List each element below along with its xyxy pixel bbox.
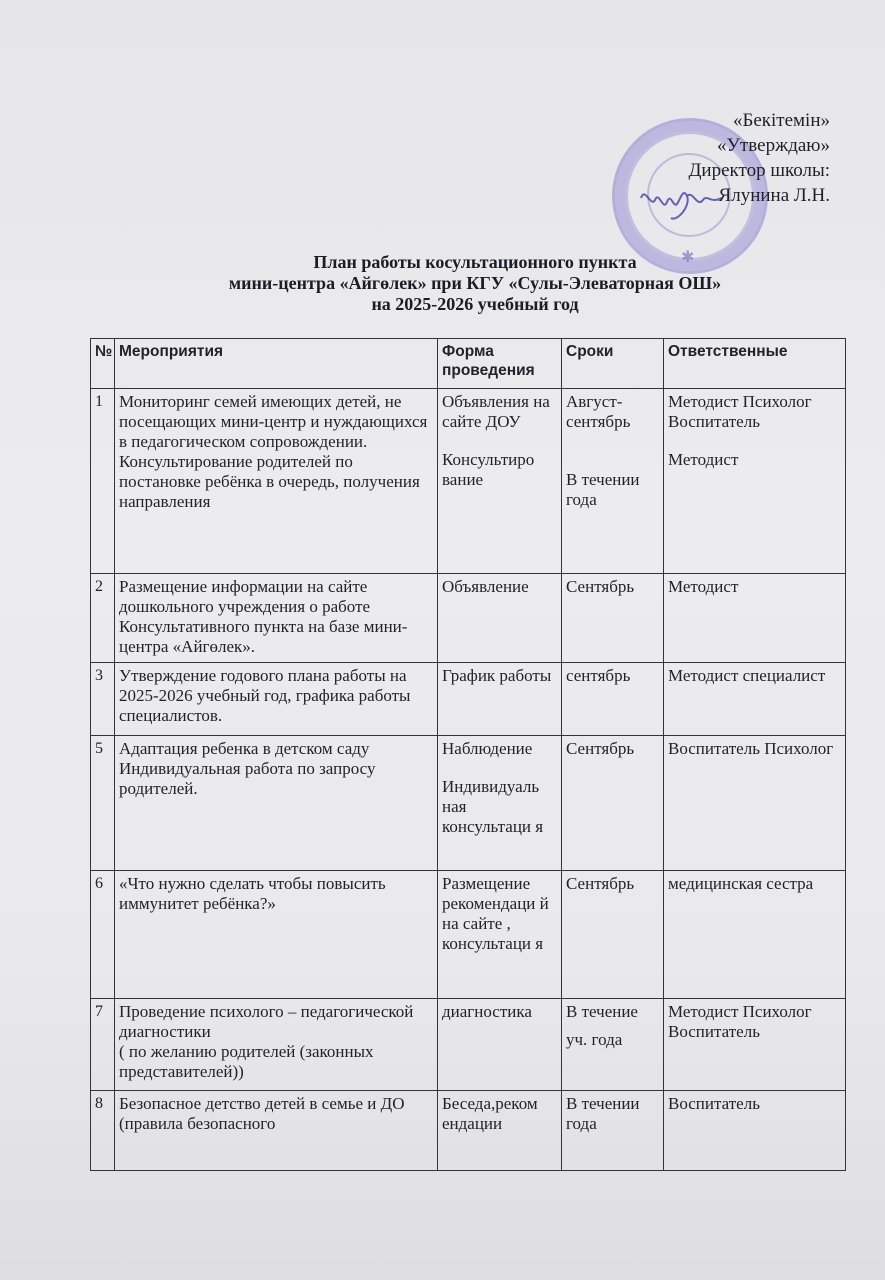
row-event: Размещение информации на сайте дошкольного учреждения о работе Консультативного пункта на базе мини-центра «Айгөлек». bbox=[115, 574, 438, 663]
row-num: 2 bbox=[91, 574, 115, 663]
title-line-2: мини-центра «Айгөлек» при КГУ «Сулы-Элеваторная ОШ» bbox=[228, 273, 722, 293]
row-responsible: Воспитатель Психолог bbox=[664, 736, 846, 871]
row-event: Безопасное детство детей в семье и ДО (правила безопасного bbox=[115, 1091, 438, 1171]
row-form: Объявления на сайте ДОУ Консультиро вание bbox=[438, 389, 562, 574]
approval-russian: «Утверждаю» bbox=[717, 135, 830, 156]
row-dates: В течении года bbox=[562, 1091, 664, 1171]
director-name: Ялунина Л.Н. bbox=[718, 185, 830, 206]
title-line-1: План работы косультационного пункта bbox=[313, 252, 637, 272]
header-event: Мероприятия bbox=[115, 339, 438, 389]
row-dates: Сентябрь bbox=[562, 736, 664, 871]
header-form: Форма проведения bbox=[438, 339, 562, 389]
row-event: Утверждение годового плана работы на 2025-2026 учебный год, графика работы специалистов. bbox=[115, 663, 438, 736]
row-form: Наблюдение Индивидуаль ная консультаци я bbox=[438, 736, 562, 871]
row-event: Проведение психолого – педагогической диагностики ( по желанию родителей (законных представителей)) bbox=[115, 999, 438, 1091]
header-dates: Сроки bbox=[562, 339, 664, 389]
row-responsible: Методист bbox=[664, 574, 846, 663]
row-form: Беседа,реком ендации bbox=[438, 1091, 562, 1171]
row-event: Мониторинг семей имеющих детей, не посещающих мини-центр и нуждающихся в педагогическом сопровождении. Консультирование родителей по постановке ребёнка в очередь, получения направления bbox=[115, 389, 438, 574]
table-row bbox=[91, 1091, 846, 1171]
row-dates: Сентябрь bbox=[562, 871, 664, 999]
row-responsible: Воспитатель bbox=[664, 1091, 846, 1171]
header-num: № bbox=[91, 339, 115, 389]
row-num: 7 bbox=[91, 999, 115, 1091]
row-num: 5 bbox=[91, 736, 115, 871]
table-row bbox=[91, 871, 846, 999]
table-row bbox=[91, 999, 846, 1091]
row-responsible: Методист специалист bbox=[664, 663, 846, 736]
row-dates: Сентябрь bbox=[562, 574, 664, 663]
row-form: Размещение рекомендаци й на сайте , консультаци я bbox=[438, 871, 562, 999]
row-form: Объявление bbox=[438, 574, 562, 663]
row-responsible: Методист Психолог Воспитатель Методист bbox=[664, 389, 846, 574]
row-responsible: медицинская сестра bbox=[664, 871, 846, 999]
row-event: Адаптация ребенка в детском саду Индивидуальная работа по запросу родителей. bbox=[115, 736, 438, 871]
document-title bbox=[150, 252, 800, 315]
row-form: График работы bbox=[438, 663, 562, 736]
plan-table bbox=[90, 338, 846, 1171]
table-row bbox=[91, 736, 846, 871]
row-responsible: Методист Психолог Воспитатель bbox=[664, 999, 846, 1091]
table-row bbox=[91, 663, 846, 736]
row-form: диагностика bbox=[438, 999, 562, 1091]
row-num: 1 bbox=[91, 389, 115, 574]
table-header-row bbox=[91, 339, 846, 389]
row-event: «Что нужно сделать чтобы повысить иммунитет ребёнка?» bbox=[115, 871, 438, 999]
approval-kazakh: «Бекітемін» bbox=[732, 110, 830, 131]
approval-block bbox=[688, 108, 830, 208]
title-line-3: на 2025-2026 учебный год bbox=[371, 294, 579, 314]
table-row bbox=[91, 574, 846, 663]
school-seal-stamp: ✱ bbox=[612, 118, 768, 274]
table-row bbox=[91, 389, 846, 574]
row-num: 3 bbox=[91, 663, 115, 736]
header-responsible: Ответственные bbox=[664, 339, 846, 389]
row-dates: Август-сентябрь В течении года bbox=[562, 389, 664, 574]
row-num: 6 bbox=[91, 871, 115, 999]
row-num: 8 bbox=[91, 1091, 115, 1171]
row-dates: В течение уч. года bbox=[562, 999, 664, 1091]
row-dates: сентябрь bbox=[562, 663, 664, 736]
director-title: Директор школы: bbox=[688, 160, 830, 181]
